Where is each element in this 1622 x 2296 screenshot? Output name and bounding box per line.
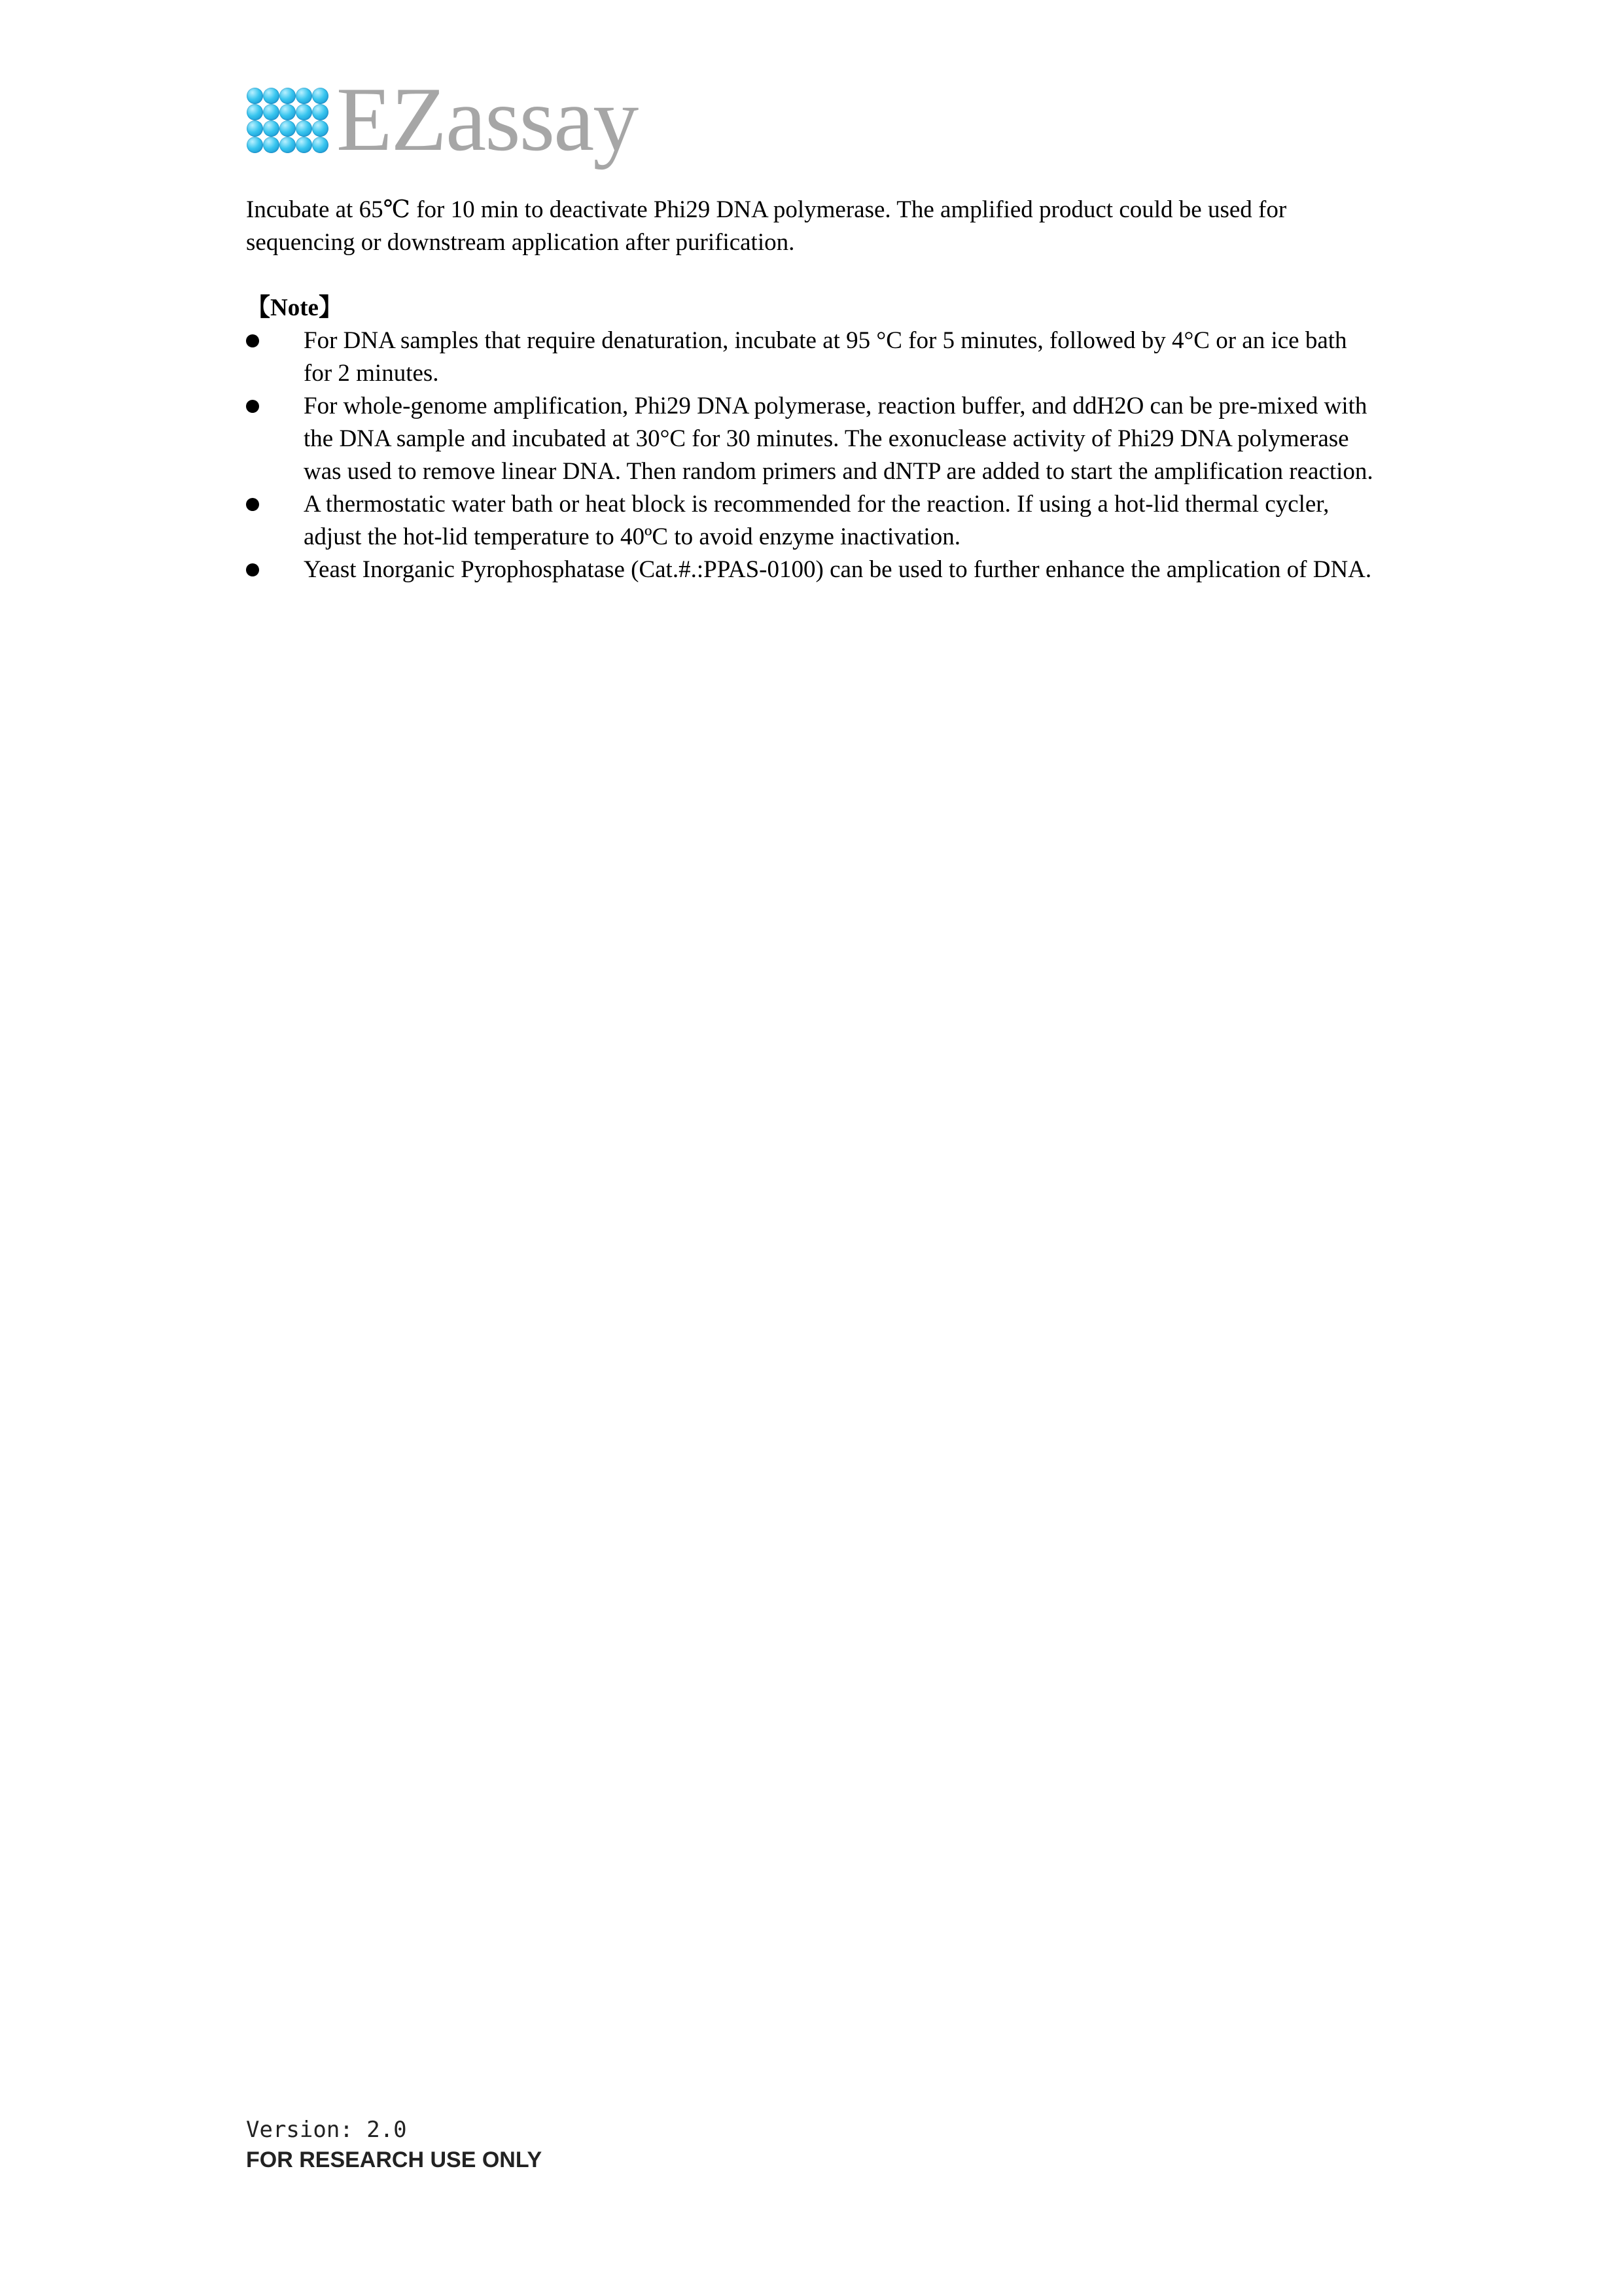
logo-wordmark: EZassay xyxy=(336,69,638,170)
dot-grid-logo-icon xyxy=(246,84,331,155)
research-use-notice: FOR RESEARCH USE ONLY xyxy=(246,2147,542,2172)
bullet-icon xyxy=(246,488,272,521)
note-item-text: A thermostatic water bath or heat block is recommended for the reaction. If using a hot-lid thermal cycler, adjust the hot-lid temperature to 40ºC to avoid enzyme inactivation. xyxy=(304,491,1330,550)
intro-line: Incubate at 65℃ for 10 min to deactivate Phi29 DNA polymerase. The amplified product could be used for xyxy=(246,196,1287,223)
intro-line: sequencing or downstream application after purification. xyxy=(246,229,795,256)
note-list xyxy=(246,325,1378,586)
note-item-text: Yeast Inorganic Pyrophosphatase (Cat.#.:PPAS-0100) can be used to further enhance the amplication of DNA. xyxy=(304,556,1372,583)
note-item xyxy=(246,488,1378,554)
page-footer xyxy=(246,2115,542,2175)
bullet-icon xyxy=(246,554,272,586)
intro-paragraph xyxy=(246,194,1378,259)
bullet-icon xyxy=(246,325,272,357)
document-body xyxy=(246,194,1378,586)
bullet-icon xyxy=(246,390,272,423)
note-item xyxy=(246,554,1378,586)
note-item-text: For whole-genome amplification, Phi29 DNA polymerase, reaction buffer, and ddH2O can be pre-mixed with the DNA sample and incubated at 30°C for 30 minutes. The exonuclease activity of Phi29 DNA polymerase was used to remove linear DNA. Then random primers and dNTP are added to start the amplification reaction. xyxy=(304,393,1373,485)
company-logo xyxy=(246,71,637,169)
note-heading: 【Note】 xyxy=(246,294,343,321)
note-item-text: For DNA samples that require denaturation, incubate at 95 °C for 5 minutes, followed by 4°C or an ice bath for 2 minutes. xyxy=(304,327,1347,387)
note-item xyxy=(246,390,1378,488)
version-label: Version: 2.0 xyxy=(246,2117,407,2143)
note-item xyxy=(246,325,1378,390)
